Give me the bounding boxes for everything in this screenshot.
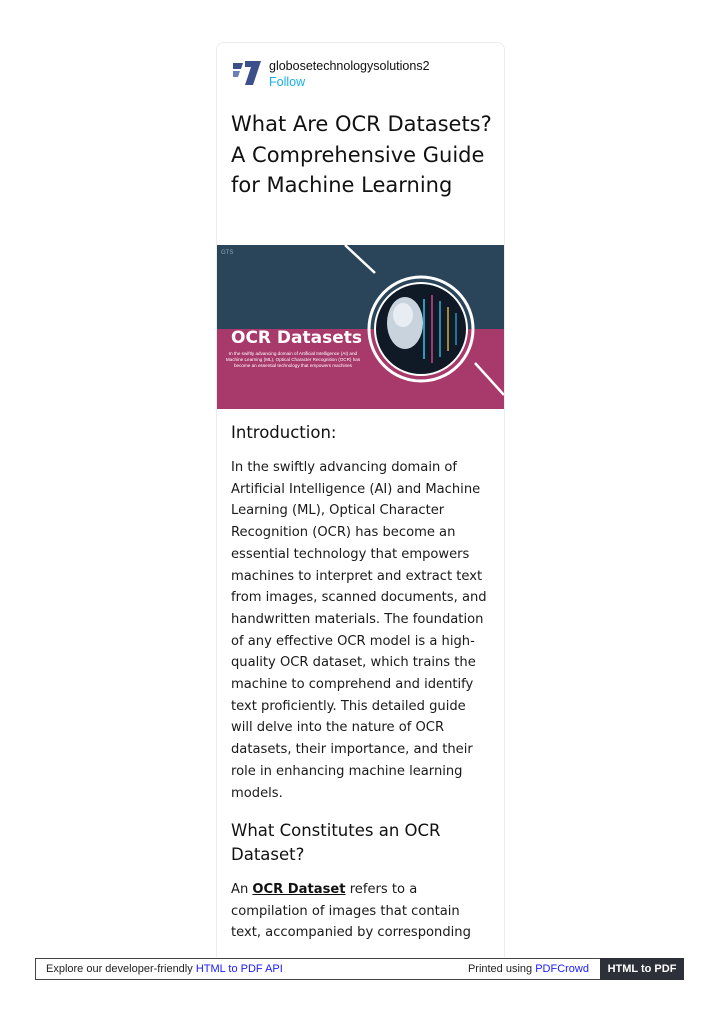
- footer-left-text: [46, 963, 283, 975]
- author-name[interactable]: globosetechnologysolutions2: [269, 59, 430, 73]
- html-to-pdf-button[interactable]: HTML to PDF: [600, 958, 684, 980]
- hero-image: [217, 245, 504, 409]
- section-paragraph: [231, 879, 489, 944]
- footer-right-label: Printed using: [467, 963, 536, 975]
- hero-caption: In the swiftly advancing domain of Artificial Intelligence (AI) and Machine Learning (ML), Optical Character Recognition (OCR) has become an essential technology that empowers machines: [225, 351, 361, 368]
- intro-paragraph: In the swiftly advancing domain of Artificial Intelligence (AI) and Machine Learning (ML), Optical Character Recognition (OCR) has become an essential technology that empowers machines to interpret and extract text from images, scanned documents, and handwritten materials. The foundation of any effective OCR model is a high-quality OCR dataset, which trains the machine to comprehend and identify text proficiently. This detailed guide will delve into the nature of OCR datasets, their importance, and their role in enhancing machine learning models.: [231, 460, 487, 801]
- html-to-pdf-api-link[interactable]: HTML to PDF API: [195, 963, 283, 975]
- company-logo-icon[interactable]: [231, 59, 263, 87]
- footer-right-text: [468, 963, 589, 975]
- article-title: What Are OCR Datasets? A Comprehensive Guide for Machine Learning: [231, 112, 492, 197]
- article-card: [216, 42, 505, 957]
- section-heading-ocr-dataset: What Constitutes an OCR Dataset?: [231, 821, 441, 864]
- footer-left-label: Explore our developer-friendly: [46, 963, 196, 975]
- author-header: [231, 57, 491, 91]
- section-suffix: refers to a compilation of images that contain text, accompanied by corresponding: [231, 882, 471, 941]
- ocr-dataset-link[interactable]: OCR Dataset: [252, 882, 346, 897]
- pdfcrowd-footer-bar: [35, 958, 684, 980]
- intro-heading: Introduction:: [231, 423, 337, 442]
- hero-logo-text: GTS: [221, 250, 234, 256]
- pdfcrowd-link[interactable]: PDFCrowd: [535, 963, 589, 975]
- hero-heading: OCR Datasets: [231, 328, 363, 348]
- follow-button[interactable]: Follow: [269, 75, 306, 89]
- section-prefix: An: [231, 882, 253, 897]
